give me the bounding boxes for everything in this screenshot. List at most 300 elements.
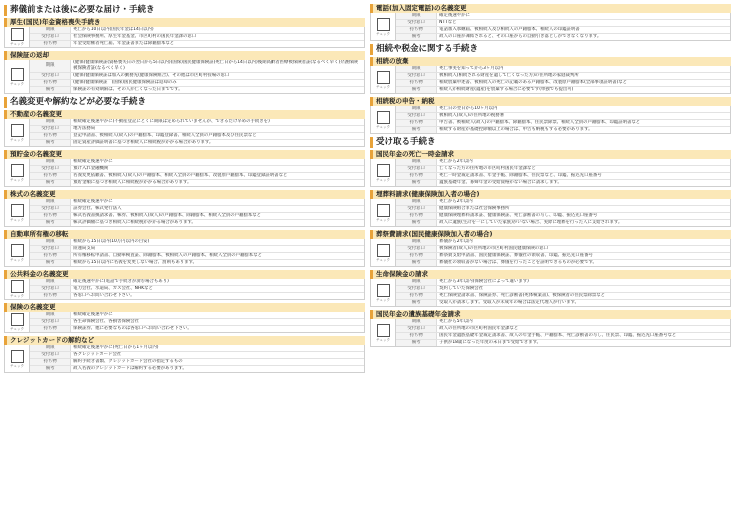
row-label: 受付窓口: [396, 206, 437, 213]
row-value: (健保)健康保険証(資格喪失日の翌日から5日以内)(国保)国民健康保険証(死亡日から14日以内)後期高齢者医療被保険者証(なるべく早く)介護保険被保険者証(なるべく早く): [71, 60, 364, 73]
row-label: 期限: [396, 13, 437, 20]
table-row: [30, 326, 364, 333]
row-label: 持ち物: [30, 359, 71, 366]
procedure-card: [370, 4, 731, 41]
row-label: 期限: [396, 319, 437, 326]
row-label: 受付窓口: [30, 73, 71, 80]
checkbox-label: チェック: [10, 257, 25, 262]
row-value: 故人に遺族(生計を一にしていた家族)がいない場合、実際に埋葬を行った人に支給されます。: [439, 220, 623, 225]
procedure-title: クレジットカードの解約など: [4, 336, 365, 345]
checkbox-label: チェック: [10, 363, 25, 368]
row-value: 相続人が相続財産(遺産)を放棄する場合に必要です(単独でも提出可): [439, 87, 574, 92]
row-label: 期限: [396, 279, 437, 286]
row-value: 死亡から5年以内: [437, 319, 730, 326]
row-value: 名義変更依頼書、被相続人(故人)の戸籍謄本、相続人全員の戸籍謄本、改製原戸籍謄本、印鑑登録証明書など: [71, 173, 364, 180]
row-label: 備考: [396, 220, 437, 227]
row-value: 各窓口へお問い合わせ下さい。: [73, 293, 135, 298]
table-row: [396, 220, 730, 227]
procedure-title: 自動車所有権の移転: [4, 230, 365, 239]
procedure-body: [4, 239, 365, 267]
row-value: 葬祭費支給申請書、国民健康保険証、葬儀社の領収書、印鑑、振込先口座番号: [437, 253, 730, 260]
procedure-card: [4, 18, 365, 48]
row-label: 持ち物: [396, 120, 437, 127]
row-label: 持ち物: [396, 253, 437, 260]
row-value: 相続放棄申述書、被相続人の死亡の記載のある戸籍謄本、改製原戸籍謄本(全部事項証明書)など: [437, 80, 730, 87]
procedure-body: [370, 159, 731, 187]
checkbox-label: チェック: [10, 137, 25, 142]
row-label: 期限: [30, 345, 71, 352]
procedure-card: [370, 270, 731, 307]
row-value: 遺族基礎年金、寡婦年金の受給資格がない場合に請求します。: [439, 180, 562, 185]
checkbox[interactable]: [11, 68, 24, 81]
table-row: [396, 246, 730, 253]
row-value: 電力会社、水道局、ガス会社、NHKなど: [71, 286, 364, 293]
checkbox-label: チェック: [376, 31, 391, 36]
procedure-card: [370, 230, 731, 267]
row-label: 受付窓口: [30, 126, 71, 133]
row-label: 持ち物: [396, 293, 437, 300]
procedure-table: [396, 239, 730, 266]
procedure-body: [4, 60, 365, 94]
row-value: 株式評価額に基づき相続人に相続税がかかる場合があります。: [73, 220, 196, 225]
procedure-card: [4, 110, 365, 147]
row-label: 備考: [30, 260, 71, 267]
row-value: 亡くなった方の住所地の市区町村国民年金課など: [437, 166, 730, 173]
procedure-title: 公共料金の名義変更: [4, 270, 365, 279]
procedure-table: [396, 66, 730, 93]
table-row: [30, 260, 364, 267]
table-row: [30, 34, 364, 41]
checkbox-label: チェック: [376, 124, 391, 129]
row-value: 申告書、被相続人(故人)の戸籍謄本、除籍謄本、住民票除票、相続人全員の戸籍謄本、印鑑証明書など: [437, 120, 730, 127]
table-row: [396, 87, 730, 94]
checkbox-label: チェック: [10, 177, 25, 182]
checkbox[interactable]: [377, 18, 390, 31]
checkbox[interactable]: [377, 324, 390, 337]
checkbox[interactable]: [11, 244, 24, 257]
row-value: 電話加入承継届、被相続人及び相続人の戸籍謄本、相続人の印鑑証明書: [437, 27, 730, 34]
table-row: [30, 166, 364, 173]
table-row: [30, 87, 364, 94]
procedure-title: 保険の名義変更: [4, 303, 365, 312]
section-heading: 名義変更や解約などが必要な手続き: [4, 97, 365, 108]
table-row: [30, 73, 364, 80]
row-label: 受付窓口: [396, 166, 437, 173]
row-value: 年金受給権者死亡届、年金証書または除籍謄本など: [73, 41, 175, 46]
row-value: NTTなど: [437, 20, 730, 27]
left-column: [4, 4, 365, 376]
row-label: 受付窓口: [30, 206, 71, 213]
procedure-body: [370, 279, 731, 307]
procedure-title: 電話(加入固定電話)の名義変更: [370, 4, 731, 13]
procedure-title: 厚生(国民)年金資格喪失手続き: [4, 18, 365, 27]
row-value: 社会保険事務所、厚生年金基金、市区町村の国民年金課の窓口: [71, 34, 364, 41]
row-value: 相続確定後速やかに(死亡日から1ヶ月以内): [71, 345, 364, 352]
checkbox-cell: [371, 199, 396, 226]
procedure-body: [4, 119, 365, 147]
checkbox[interactable]: [11, 164, 24, 177]
procedure-table: [30, 279, 364, 299]
checkbox-cell: [371, 319, 396, 346]
checkbox-label: チェック: [10, 217, 25, 222]
row-label: 受付窓口: [30, 246, 71, 253]
procedure-table: [30, 27, 364, 47]
checkbox-label: チェック: [376, 297, 391, 302]
table-row: [396, 27, 730, 34]
table-row: [30, 319, 364, 326]
checkbox[interactable]: [11, 124, 24, 137]
procedure-table: [30, 345, 364, 372]
row-label: 期限: [396, 199, 437, 206]
procedure-card: [4, 51, 365, 94]
row-label: 期限: [30, 159, 71, 166]
row-value: 被相続人(相続される財産を遺して亡くなった方)の住所地の家庭裁判所: [437, 73, 730, 80]
procedure-table: [396, 279, 730, 306]
section-heading: 葬儀前または後に必要な届け・手続き: [4, 5, 365, 16]
checkbox-cell: [5, 239, 30, 266]
table-row: [30, 41, 364, 48]
checkbox-cell: [5, 199, 30, 226]
procedure-body: [370, 199, 731, 227]
table-row: [396, 180, 730, 187]
table-row: [396, 300, 730, 307]
table-row: [30, 80, 364, 87]
procedure-table: [30, 60, 364, 93]
table-row: [396, 73, 730, 80]
row-value: 死亡から10日以内(国民年金は14日以内): [71, 27, 364, 34]
row-value: 相続する財産が基礎控除額以上の場合は、申告も納税もする必要があります。: [439, 127, 593, 132]
row-label: 期限: [30, 279, 71, 286]
row-label: 期限: [30, 119, 71, 126]
row-label: 受付窓口: [396, 246, 437, 253]
row-label: 持ち物: [30, 133, 71, 140]
table-row: [396, 293, 730, 300]
table-row: [396, 80, 730, 87]
procedure-title: 埋葬料請求(健康保険加入者の場合): [370, 190, 731, 199]
checkbox-cell: [371, 279, 396, 306]
procedure-card: [4, 303, 365, 333]
row-value: 死亡から2年以内: [437, 199, 730, 206]
procedure-title: 預貯金の名義変更: [4, 150, 365, 159]
row-label: 期限: [30, 239, 71, 246]
procedure-card: [370, 57, 731, 94]
row-label: 受付窓口: [396, 113, 437, 120]
row-label: 備考: [396, 260, 437, 267]
row-label: 持ち物: [30, 213, 71, 220]
row-value: 確定後速やかに(電話で手続きが済む場合もあり): [71, 279, 364, 286]
table-row: [30, 366, 364, 373]
procedure-body: [370, 106, 731, 134]
row-value: 相続確定後速やかに: [71, 312, 364, 319]
row-label: 備考: [30, 140, 71, 147]
row-label: 持ち物: [30, 173, 71, 180]
row-label: 受付窓口: [396, 20, 437, 27]
row-label: 備考: [396, 34, 437, 41]
checkbox[interactable]: [377, 244, 390, 257]
procedure-body: [370, 239, 731, 267]
row-label: 受付窓口: [396, 73, 437, 80]
row-label: 備考: [396, 127, 437, 134]
row-value: 国民年金遺族基礎年金裁定請求書、故人の年金手帳、戸籍謄本、死亡診断書の写し、住民票、印鑑、振込先口座番号など: [437, 333, 730, 340]
row-value: 解約手続き書類、クレジットカード会社の指定するもの: [71, 359, 364, 366]
row-value: (健保)健康保険証 (国保)国民健康保険証は返却のみ: [71, 80, 364, 87]
checkbox[interactable]: [377, 111, 390, 124]
row-label: 受付窓口: [30, 352, 71, 359]
procedure-title: 不動産の名義変更: [4, 110, 365, 119]
procedure-body: [4, 199, 365, 227]
row-value: 死亡保険金請求書、保険証券、死亡診断書(死体検案書)、被保険者の住民票除票など: [437, 293, 730, 300]
procedure-card: [4, 190, 365, 227]
row-label: 受付窓口: [396, 326, 437, 333]
row-label: 受付窓口: [396, 286, 437, 293]
row-value: 健康保険組合または社会保険事務所: [437, 206, 730, 213]
table-row: [396, 20, 730, 27]
procedure-table: [30, 312, 364, 332]
table-row: [30, 359, 364, 366]
table-row: [30, 60, 364, 73]
procedure-title: 保険証の返却: [4, 51, 365, 60]
checkbox-cell: [371, 239, 396, 266]
checkbox-label: チェック: [376, 217, 391, 222]
procedure-body: [370, 66, 731, 94]
row-label: 備考: [30, 87, 71, 94]
row-label: 期限: [30, 199, 71, 206]
row-value: 各生命保険会社、各損害保険会社: [71, 319, 364, 326]
section-heading: 受け取る手続き: [370, 137, 731, 148]
checkbox[interactable]: [377, 71, 390, 84]
checkbox-cell: [5, 119, 30, 146]
row-value: 死亡から3年以内(保険会社によって違います): [437, 279, 730, 286]
checkbox[interactable]: [11, 204, 24, 217]
checkbox-label: チェック: [10, 81, 25, 86]
checkbox[interactable]: [11, 350, 24, 363]
procedure-body: [4, 279, 365, 300]
procedure-card: [4, 150, 365, 187]
checkbox-label: チェック: [10, 294, 25, 298]
row-value: 預け入れ金融機関: [71, 166, 364, 173]
row-label: 期限: [30, 312, 71, 319]
table-row: [30, 140, 364, 147]
row-value: 保険証の有効期限は、その人が亡くなった日までです。: [73, 87, 183, 92]
table-row: [396, 260, 730, 267]
procedure-body: [370, 319, 731, 347]
checkbox-cell: [5, 60, 30, 93]
row-value: 受取人が請求します。受取人が未成年の場合は法定代理人が行います。: [439, 300, 579, 305]
row-value: 葬儀社の領収書がない場合は、葬儀を行ったことを証明できるものが必要です。: [439, 260, 597, 265]
row-label: 持ち物: [30, 326, 71, 333]
row-value: 契約していた保険会社: [437, 286, 730, 293]
procedure-body: [370, 13, 731, 41]
procedure-title: 国民年金の死亡一時金請求: [370, 150, 731, 159]
row-label: 持ち物: [396, 333, 437, 340]
procedure-card: [4, 230, 365, 267]
row-label: 持ち物: [396, 173, 437, 180]
row-value: 死亡日の翌日から10ヶ月以内: [437, 106, 730, 113]
procedure-table: [30, 159, 364, 186]
table-row: [396, 340, 730, 347]
procedure-table: [396, 13, 730, 40]
checkbox-cell: [371, 159, 396, 186]
row-label: 備考: [396, 300, 437, 307]
checkbox-label: チェック: [10, 42, 25, 46]
row-value: 登記申請書、被相続人(故人)の戸籍謄本、印鑑登録書、相続人全員の戸籍謄本及び住民票など: [71, 133, 364, 140]
procedure-body: [4, 27, 365, 48]
row-value: 相続から15日以内(10万円以内の目安): [71, 239, 364, 246]
table-row: [396, 120, 730, 127]
checkbox[interactable]: [377, 284, 390, 297]
checkbox-label: チェック: [10, 327, 25, 331]
row-value: 子供が18歳になった年度の末日まで受給できます。: [439, 340, 542, 345]
procedure-title: 国民年金の遺族基礎年金請求: [370, 310, 731, 319]
row-label: 備考: [30, 366, 71, 373]
row-label: 備考: [396, 340, 437, 347]
checkbox-cell: [371, 66, 396, 93]
row-value: 故人名義のクレジットカードは解約する必要があります。: [73, 366, 187, 371]
table-row: [30, 173, 364, 180]
table-row: [30, 213, 364, 220]
table-row: [30, 126, 364, 133]
row-value: 預貯金額に基づき相続人に相続税がかかる場合があります。: [73, 180, 192, 185]
table-row: [396, 34, 730, 41]
checkbox-label: チェック: [376, 84, 391, 89]
row-value: (健保)健康保険証は加入の勤務先(健康保険組合)、その他は市区町村役場の窓口: [71, 73, 364, 80]
table-row: [396, 253, 730, 260]
table-row: [396, 127, 730, 134]
row-value: 各クレジットカード会社: [71, 352, 364, 359]
table-row: [396, 286, 730, 293]
procedure-body: [4, 159, 365, 187]
checkbox-cell: [5, 27, 30, 47]
table-row: [30, 293, 364, 300]
row-value: 葬儀から2年以内: [437, 239, 730, 246]
row-label: 備考: [396, 180, 437, 187]
table-row: [30, 246, 364, 253]
row-label: 期限: [396, 106, 437, 113]
row-value: 相続から15日以内に名義を変更しない場合、罰則もあります。: [73, 260, 197, 265]
table-row: [30, 206, 364, 213]
procedure-card: [370, 150, 731, 187]
procedure-card: [370, 190, 731, 227]
checkbox[interactable]: [11, 280, 24, 293]
procedure-table: [396, 106, 730, 133]
row-value: 相続確定後速やかに(不動産登記にとくに期限は定められていませんが、できるだけ早めの手続きを): [71, 119, 364, 126]
row-value: 保険証券、他に必要なものは各窓口へお問い合わせ下さい。: [73, 326, 192, 331]
table-row: [396, 326, 730, 333]
procedure-body: [4, 312, 365, 333]
checkbox[interactable]: [11, 28, 24, 41]
table-row: [396, 206, 730, 213]
row-label: 持ち物: [30, 253, 71, 260]
procedure-title: 相続の放棄: [370, 57, 731, 66]
row-value: 死亡から2年以内: [437, 159, 730, 166]
row-value: 故人の住所地の市区町村国民年金課など: [437, 326, 730, 333]
table-row: [30, 352, 364, 359]
row-value: 確定後速やかに: [437, 13, 730, 20]
row-value: 被保険者(故人)の住所地の市区町村国民健康保険の窓口: [437, 246, 730, 253]
row-value: 所有権移転申請書、自動車検査証、除籍謄本、被相続人の戸籍謄本、相続人全員の戸籍謄本など: [71, 253, 364, 260]
procedure-table: [396, 159, 730, 186]
table-row: [396, 113, 730, 120]
table-row: [30, 253, 364, 260]
row-label: 期限: [30, 27, 71, 34]
row-value: 陸運局支局: [71, 246, 364, 253]
row-label: 受付窓口: [30, 34, 71, 41]
checkbox-cell: [371, 106, 396, 133]
procedure-table: [396, 199, 730, 226]
row-label: 受付窓口: [30, 286, 71, 293]
row-value: 死亡事実を知ってから3ヶ月以内: [437, 66, 730, 73]
procedure-body: [4, 345, 365, 373]
procedure-table: [30, 239, 364, 266]
table-row: [396, 333, 730, 340]
row-label: 持ち物: [30, 41, 71, 48]
row-label: 持ち物: [396, 27, 437, 34]
checkbox-cell: [5, 312, 30, 332]
checkbox[interactable]: [377, 164, 390, 177]
row-value: 相続確定後速やかに: [71, 159, 364, 166]
row-label: 持ち物: [30, 293, 71, 300]
procedure-card: [370, 97, 731, 134]
row-label: 持ち物: [396, 213, 437, 220]
table-row: [396, 213, 730, 220]
row-value: 故人の口座が凍結されると、その口座からの自動引き落としができなくなります。: [439, 34, 602, 39]
row-label: 持ち物: [396, 80, 437, 87]
row-value: 固定資産評価証明書に基づき相続人に相続税がかかる場合があります。: [73, 140, 214, 145]
section-heading: 相続や税金に関する手続き: [370, 44, 731, 55]
row-label: 期限: [396, 159, 437, 166]
row-value: 地方法務局: [71, 126, 364, 133]
procedure-title: 株式の名義変更: [4, 190, 365, 199]
checkbox-cell: [5, 279, 30, 299]
procedure-title: 葬祭費請求(国民健康保険加入者の場合): [370, 230, 731, 239]
checkbox-label: チェック: [376, 337, 391, 342]
row-label: 期限: [396, 239, 437, 246]
procedure-table: [30, 119, 364, 146]
row-value: 証券会社、株式発行法人: [71, 206, 364, 213]
row-label: 備考: [396, 87, 437, 94]
table-row: [30, 220, 364, 227]
procedure-card: [370, 310, 731, 347]
row-value: 被相続人(故人)の住所地の税務署: [437, 113, 730, 120]
row-label: 受付窓口: [30, 166, 71, 173]
row-label: 備考: [30, 180, 71, 187]
row-value: 相続確定後速やかに: [71, 199, 364, 206]
table-row: [30, 180, 364, 187]
procedure-table: [30, 199, 364, 226]
row-label: 受付窓口: [30, 319, 71, 326]
row-value: 死亡一時金裁定請求書、年金手帳、除籍謄本、住民票など、印鑑、振込先口座番号: [437, 173, 730, 180]
procedure-title: 生命保険金の請求: [370, 270, 731, 279]
table-row: [30, 133, 364, 140]
row-label: 備考: [30, 220, 71, 227]
checkbox[interactable]: [11, 313, 24, 326]
checkbox-cell: [371, 13, 396, 40]
row-label: 期限: [396, 66, 437, 73]
checkbox-cell: [5, 345, 30, 372]
table-row: [396, 166, 730, 173]
row-value: 株式名義書換請求書、株券、被相続人(故人)の戸籍謄本、除籍謄本、相続人全員の戸籍謄本など: [71, 213, 364, 220]
checkbox-label: チェック: [376, 257, 391, 262]
row-label: 期限: [30, 60, 71, 73]
checkbox[interactable]: [377, 204, 390, 217]
checkbox-label: チェック: [376, 177, 391, 182]
row-value: 健康保険埋葬料請求証、健康保険証、死亡診断書の写し、印鑑、振込先口座番号: [437, 213, 730, 220]
procedure-table: [396, 319, 730, 346]
checkbox-cell: [5, 159, 30, 186]
table-row: [30, 286, 364, 293]
procedure-title: 相続税の申告・納税: [370, 97, 731, 106]
right-column: [370, 4, 731, 350]
